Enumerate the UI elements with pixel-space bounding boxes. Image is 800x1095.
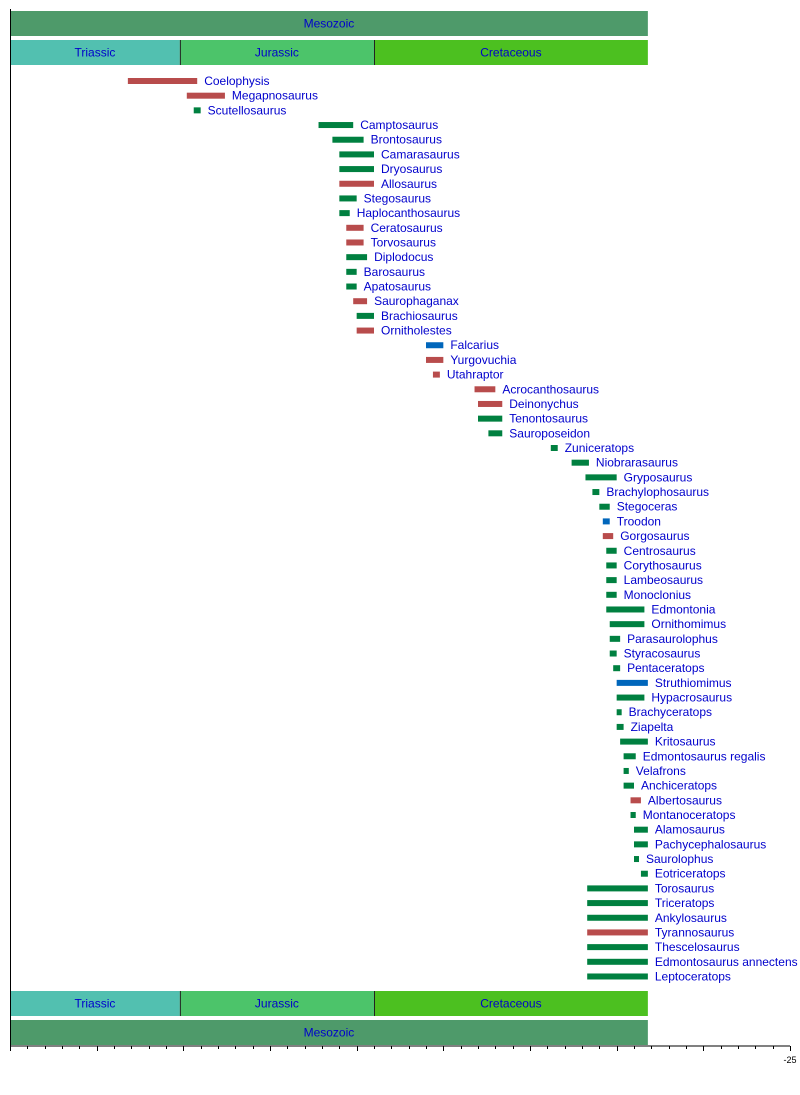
range-bar [187, 93, 225, 99]
range-bar [587, 915, 648, 921]
taxon-label: Thescelosaurus [654, 940, 740, 955]
taxon-label: Ankylosaurus [654, 910, 727, 925]
taxon-label: Torvosaurus [370, 235, 436, 250]
range-bar [610, 651, 617, 657]
range-bar [634, 841, 648, 847]
taxon-label: Struthiomimus [654, 675, 732, 690]
taxon-label: Montanoceratops [642, 808, 736, 822]
taxon-label: Troodon [616, 514, 661, 529]
range-bar [346, 239, 363, 245]
taxon-label: Kritosaurus [654, 734, 716, 749]
period-label-cretaceous-bottom: Cretaceous [480, 996, 542, 1011]
range-bar [426, 357, 443, 363]
range-bar [194, 107, 201, 113]
taxon-label: Brachylophosaurus [606, 485, 710, 500]
range-bar [610, 621, 645, 627]
taxon-label: Apatosaurus [363, 279, 432, 294]
taxon-label: Torosaurus [654, 881, 715, 896]
period-label-triassic-top: Triassic [74, 45, 116, 60]
era-label-bottom: Mesozoic [303, 1025, 355, 1040]
taxon-label: Gryposaurus [623, 470, 693, 485]
era-bands [10, 11, 648, 1045]
range-bar [587, 929, 648, 935]
taxon-label: Dryosaurus [381, 162, 443, 177]
taxon-label: Triceratops [654, 896, 715, 911]
range-bar [620, 739, 648, 745]
range-bar [478, 416, 502, 422]
range-bar [346, 254, 367, 260]
time-axis [10, 1046, 797, 1065]
range-bar [346, 269, 356, 275]
taxon-label: Edmontosaurus regalis [642, 749, 766, 764]
range-bar [339, 195, 356, 201]
taxon-label: Ceratosaurus [370, 220, 443, 235]
range-bar [433, 372, 440, 378]
taxon-label: Velafrons [635, 763, 686, 778]
taxon-label: Falcarius [450, 338, 500, 353]
range-bar [346, 225, 363, 231]
range-bar [606, 592, 616, 598]
range-bar [617, 680, 648, 686]
range-bar [603, 533, 613, 539]
taxon-label: Edmontonia [651, 602, 716, 617]
range-bar [319, 122, 354, 128]
era-label-top: Mesozoic [303, 16, 355, 31]
taxon-label: Pachycephalosaurus [654, 837, 767, 852]
range-bar [339, 210, 349, 216]
period-label-cretaceous-top: Cretaceous [480, 45, 542, 60]
range-bar [339, 181, 374, 187]
period-label-jurassic-top: Jurassic [254, 45, 299, 60]
taxon-label: Corythosaurus [623, 558, 702, 573]
taxon-label: Scutellosaurus [207, 103, 287, 118]
tick-label: -25 [783, 1055, 797, 1065]
taxon-label: Yurgovuchia [450, 352, 517, 367]
taxon-label: Diplodocus [374, 250, 434, 265]
range-bar [587, 885, 648, 891]
taxon-label: Stegoceras [616, 499, 678, 514]
range-bar [357, 328, 374, 334]
taxon-label: Allosaurus [381, 176, 438, 191]
range-bar [634, 827, 648, 833]
range-bar [606, 562, 616, 568]
taxon-label: Monoclonius [623, 587, 692, 602]
taxon-label: Haplocanthosaurus [356, 206, 461, 221]
taxon-label: Centrosaurus [623, 543, 696, 558]
range-bar [426, 342, 443, 348]
taxon-label: Styracosaurus [623, 646, 701, 661]
range-bar [606, 577, 616, 583]
range-bar [475, 386, 496, 392]
range-bar [613, 665, 620, 671]
range-bar [128, 78, 197, 84]
taxon-label: Sauroposeidon [509, 426, 591, 441]
taxon-label: Stegosaurus [363, 191, 432, 206]
range-bar [357, 313, 374, 319]
taxon-label: Megapnosaurus [231, 88, 318, 103]
taxon-label: Edmontosaurus annectens [654, 954, 798, 969]
range-bar [617, 695, 645, 701]
taxon-label: Ornitholestes [381, 323, 452, 338]
taxon-label: Leptoceratops [654, 969, 731, 984]
range-bar [551, 445, 558, 451]
range-bar [606, 548, 616, 554]
range-bar [585, 474, 616, 480]
range-bar [603, 518, 610, 524]
range-bar [572, 460, 589, 466]
taxon-label: Brontosaurus [370, 132, 442, 147]
range-bar [624, 783, 634, 789]
range-bar [339, 151, 374, 157]
range-bar [641, 871, 648, 877]
taxon-label: Albertosaurus [647, 793, 722, 808]
taxon-label: Gorgosaurus [620, 529, 690, 544]
taxon-label: Brachiosaurus [381, 308, 458, 323]
range-bar [346, 284, 356, 290]
range-bar [624, 768, 629, 774]
range-bar [587, 900, 648, 906]
period-label-jurassic-bottom: Jurassic [254, 996, 299, 1011]
taxon-label: Saurophaganax [374, 294, 459, 309]
range-bar [587, 973, 648, 979]
range-bar [339, 166, 374, 172]
range-bar [592, 489, 599, 495]
taxon-label: Hypacrosaurus [651, 690, 733, 705]
taxon-label: Saurolophus [646, 852, 714, 867]
range-bar [353, 298, 367, 304]
taxon-label: Coelophysis [204, 74, 270, 88]
range-bar [610, 636, 620, 642]
period-label-triassic-bottom: Triassic [74, 996, 116, 1011]
taxon-label: Niobrarasaurus [595, 455, 678, 470]
range-bar [599, 504, 609, 510]
range-bar [606, 606, 644, 612]
range-bar [624, 753, 636, 759]
taxon-label: Ornithomimus [651, 617, 727, 632]
range-bar [631, 812, 636, 818]
range-bar [587, 959, 648, 965]
taxon-label: Pentaceratops [627, 661, 705, 676]
taxon-label: Camptosaurus [360, 118, 439, 133]
taxon-label: Ziapelta [630, 719, 674, 734]
taxon-ranges [128, 74, 798, 983]
range-bar [488, 430, 502, 436]
range-bar [617, 709, 622, 715]
taxon-label: Brachyceratops [628, 705, 713, 720]
range-bar [634, 856, 639, 862]
taxon-label: Tenontosaurus [509, 411, 589, 426]
range-bar [478, 401, 502, 407]
taxon-label: Anchiceratops [641, 778, 718, 793]
taxon-label: Zuniceratops [564, 441, 635, 455]
taxon-label: Barosaurus [363, 264, 426, 279]
range-bar [617, 724, 624, 730]
taxon-label: Tyrannosaurus [654, 925, 735, 940]
taxon-label: Utahraptor [446, 367, 504, 382]
taxon-label: Deinonychus [509, 396, 579, 411]
taxon-label: Camarasaurus [381, 147, 460, 162]
range-bar [587, 944, 648, 950]
taxon-label: Eotriceratops [654, 866, 726, 881]
taxon-label: Parasaurolophus [627, 631, 718, 646]
range-bar [631, 797, 641, 803]
range-bar [332, 137, 363, 143]
taxon-label: Acrocanthosaurus [502, 382, 600, 397]
taxon-label: Alamosaurus [654, 822, 725, 837]
taxon-label: Lambeosaurus [623, 573, 704, 588]
